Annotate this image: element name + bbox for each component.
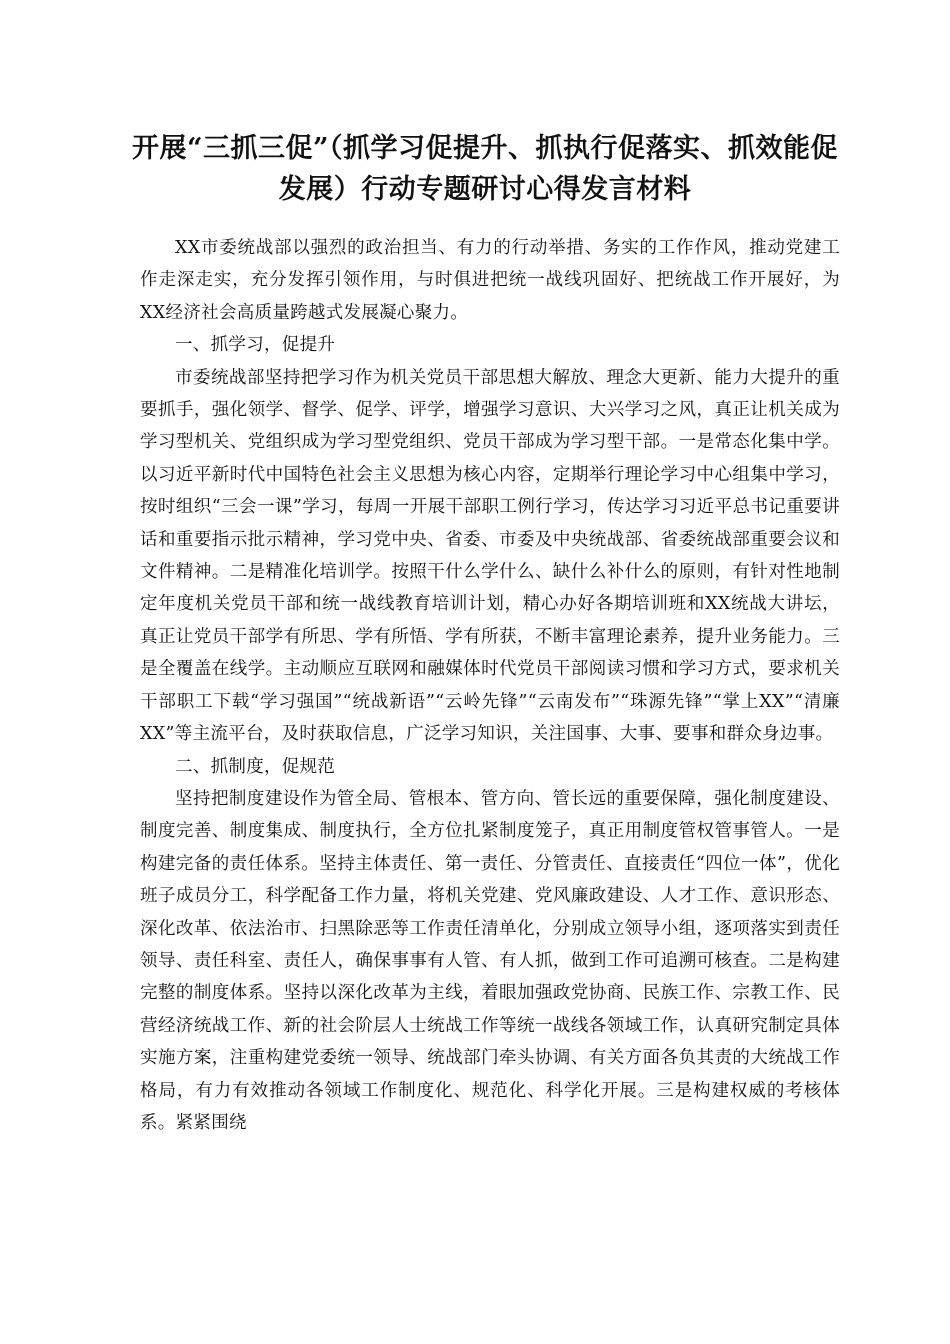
document-title: 开展“三抓三促”（抓学习促提升、抓执行促落实、抓效能促发展）行动专题研讨心得发言材料 xyxy=(131,133,839,205)
section-2-paragraph: 坚持把制度建设作为管全局、管根本、管方向、管长远的重要保障，强化制度建设、制度完善、制度集成、制度执行，全方位扎紧制度笼子，真正用制度管权管事管人。一是构建完备的责任体系。坚持主体责任、第一责任、分管责任、直接责任“四位一体”，优化班子成员分工，科学配备工作力量，将机关党建、党风廉政建设、人才工作、意识形态、深化改革、依法治市、扫黑除恶等工作责任清单化，分别成立领导小组，逐项落实到责任领导、责任科室、责任人，确保事事有人管、有人抓，做到工作可追溯可核查。二是构建完整的制度体系。坚持以深化改革为主线，着眼加强政党协商、民族工作、宗教工作、民营经济统战工作、新的社会阶层人士统战工作等统一战线各领域工作，认真研究制定具体实施方案，注重构建党委统一领导、统战部门牵头协调、有关方面各负其责的大统战工作格局，有力有效推动各领域工作制度化、规范化、科学化开展。三是构建权威的考核体系。紧紧围绕 xyxy=(140,788,840,1133)
section-2-heading: 二、抓制度，促规范 xyxy=(175,756,336,777)
document-body xyxy=(140,232,840,1139)
intro-paragraph: XX市委统战部以强烈的政治担当、有力的行动举措、务实的工作作风，推动党建工作走深走实，充分发挥引领作用，与时俱进把统一战线巩固好、把统战工作开展好，为XX经济社会高质量跨越式发展凝心聚力。 xyxy=(140,238,840,323)
section-1-paragraph: 市委统战部坚持把学习作为机关党员干部思想大解放、理念大更新、能力大提升的重要抓手，强化领学、督学、促学、评学，增强学习意识、大兴学习之风，真正让机关成为学习型机关、党组织成为学习型党组织、党员干部成为学习型干部。一是常态化集中学。以习近平新时代中国特色社会主义思想为核心内容，定期举行理论学习中心组集中学习，按时组织“三会一课”学习，每周一开展干部职工例行学习，传达学习习近平总书记重要讲话和重要指示批示精神，学习党中央、省委、市委及中央统战部、省委统战部重要会议和文件精神。二是精准化培训学。按照干什么学什么、缺什么补什么的原则，有针对性地制定年度机关党员干部和统一战线教育培训计划，精心办好各期培训班和XX统战大讲坛，真正让党员干部学有所思、学有所悟、学有所获，不断丰富理论素养，提升业务能力。三是全覆盖在线学。主动顺应互联网和融媒体时代党员干部阅读习惯和学习方式，要求机关干部职工下载“学习强国”“统战新语”“云岭先锋”“云南发布”“珠源先锋”“掌上XX”“清廉XX”等主流平台，及时获取信息，广泛学习知识，关注国事、大事、要事和群众身边事。 xyxy=(140,367,840,745)
section-1-heading: 一、抓学习，促提升 xyxy=(175,335,336,356)
